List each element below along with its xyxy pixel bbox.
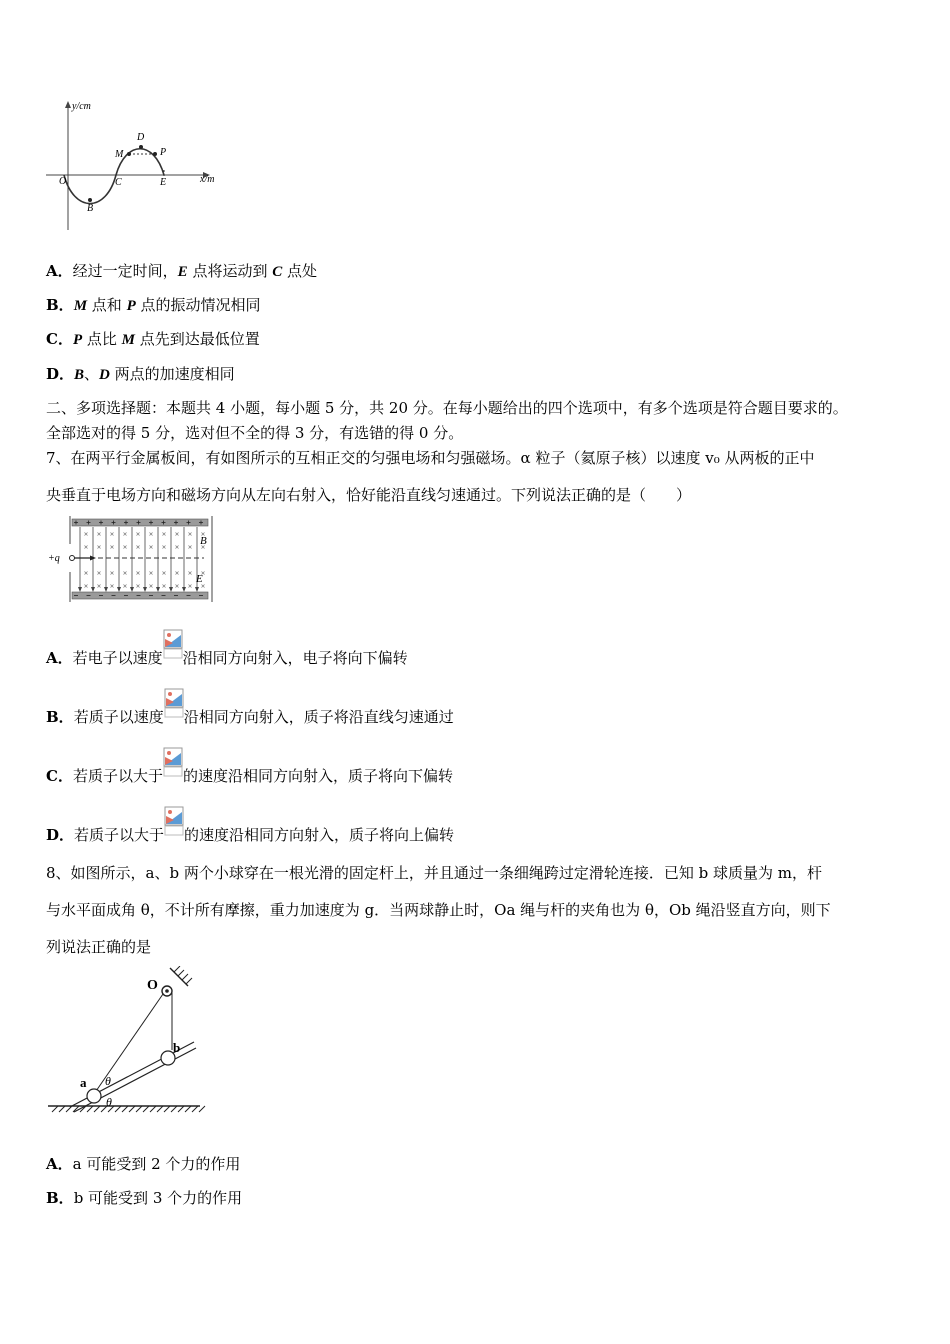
q7-stem-line1: 7、在两平行金属板间，有如图所示的互相正交的匀强电场和匀强磁场。α 粒子（氦原子核）以速度 v₀ 从两板的正中	[46, 449, 815, 467]
label-b: b	[173, 1040, 181, 1055]
wave-figure	[44, 98, 229, 236]
hatch-mark	[157, 1106, 163, 1112]
cross-mark	[98, 585, 101, 588]
y-axis-arrow	[65, 101, 71, 108]
q8-option-a: A．a 可能受到 2 个力的作用	[46, 1155, 241, 1173]
field-arrow	[182, 587, 186, 592]
hatch-mark	[178, 1106, 184, 1112]
section2-line1: 二、多项选择题：本题共 4 小题，每小题 5 分，共 20 分。在每小题给出的四个选项中，有多个选项是符合题目要求的。	[46, 399, 848, 417]
particle	[70, 556, 75, 561]
hatch-mark	[136, 1106, 142, 1112]
hatch-mark	[150, 1106, 156, 1112]
q6-option-c: C．P 点比 M 点先到达最低位置	[46, 330, 260, 348]
section2-line2: 全部选对的得 5 分，选对但不全的得 3 分，有选错的得 0 分。	[46, 424, 464, 442]
hatch-mark	[164, 1106, 170, 1112]
cross-mark	[85, 585, 88, 588]
cross-mark	[124, 533, 127, 536]
cross-mark	[163, 533, 166, 536]
cross-mark	[85, 533, 88, 536]
broken-image-icon	[164, 816, 184, 846]
label-O: O	[147, 978, 158, 993]
broken-image-graphic	[164, 806, 184, 836]
cross-mark	[176, 533, 179, 536]
label-e: E	[160, 177, 167, 188]
label-c: C	[115, 177, 122, 188]
field-arrow	[143, 587, 147, 592]
point-d	[139, 145, 143, 149]
q8-stem-line1: 8、如图所示，a、b 两个小球穿在一根光滑的固定杆上，并且通过一条细绳跨过定滑轮连接．已知 b 球质量为 m，杆	[46, 864, 822, 882]
cross-mark	[98, 546, 101, 549]
cross-mark	[111, 585, 114, 588]
hatch-mark	[87, 1106, 93, 1112]
cross-mark	[189, 533, 192, 536]
label-theta-upper: θ	[105, 1074, 111, 1088]
hatch-mark	[94, 1106, 100, 1112]
field-arrow	[91, 587, 95, 592]
point-b	[88, 198, 92, 202]
cross-mark	[150, 533, 153, 536]
broken-image-graphic	[163, 747, 183, 777]
q8-stem-line2: 与水平面成角 θ，不计所有摩擦，重力加速度为 g．当两球静止时，Oa 绳与杆的夹角也为 θ，Ob 绳沿竖直方向，则下	[46, 901, 831, 919]
broken-image-graphic	[163, 629, 183, 659]
q8-stem-line3: 列说法正确的是	[46, 938, 152, 956]
field-arrow	[104, 587, 108, 592]
cross-mark	[137, 572, 140, 575]
pulley-axle	[165, 989, 169, 993]
field-arrow	[130, 587, 134, 592]
cross-mark	[163, 585, 166, 588]
label-d: D	[137, 132, 145, 143]
cross-mark	[176, 546, 179, 549]
label-m: M	[115, 149, 124, 160]
q8-option-b: B．b 可能受到 3 个力的作用	[46, 1189, 243, 1207]
hatch-mark	[185, 1106, 191, 1112]
electric-field-lines	[78, 527, 199, 592]
field-arrow	[156, 587, 160, 592]
broken-image-icon	[163, 639, 183, 669]
hatch-mark	[143, 1106, 149, 1112]
field-arrow	[117, 587, 121, 592]
label-x: x/m	[200, 174, 215, 185]
q7-option-c: C．若质子以大于 的速度沿相同方向射入，质子将向下偏转	[46, 757, 453, 787]
label-b: B	[87, 203, 94, 214]
cross-mark	[150, 546, 153, 549]
label-B: B	[200, 535, 207, 547]
hatch-mark	[59, 1106, 65, 1112]
hatch-mark	[122, 1106, 128, 1112]
magnetic-field-crosses	[85, 533, 205, 588]
cross-mark	[150, 585, 153, 588]
hatch-mark	[199, 1106, 205, 1112]
hatch-mark	[115, 1106, 121, 1112]
cross-mark	[176, 585, 179, 588]
broken-image-graphic	[164, 688, 184, 718]
ball-a	[87, 1089, 101, 1103]
hatch-mark	[171, 1106, 177, 1112]
cross-mark	[124, 585, 127, 588]
hatch-mark	[129, 1106, 135, 1112]
q6-option-b: B．M 点和 P 点的振动情况相同	[46, 296, 261, 314]
label-theta-lower: θ	[106, 1095, 112, 1109]
label-E: E	[196, 573, 203, 585]
cross-mark	[137, 546, 140, 549]
cross-mark	[111, 533, 114, 536]
cross-mark	[85, 546, 88, 549]
point-p	[153, 152, 157, 156]
field-arrow	[195, 587, 199, 592]
field-arrow	[78, 587, 82, 592]
q7-option-a: A．若电子以速度 沿相同方向射入，电子将向下偏转	[46, 639, 408, 669]
label-p: P	[160, 147, 167, 158]
cross-mark	[124, 546, 127, 549]
field-arrow	[169, 587, 173, 592]
cross-mark	[111, 572, 114, 575]
cross-mark	[85, 572, 88, 575]
point-m	[127, 152, 131, 156]
cross-mark	[137, 533, 140, 536]
q7-option-d: D．若质子以大于 的速度沿相同方向射入，质子将向上偏转	[46, 816, 454, 846]
cross-mark	[189, 546, 192, 549]
pulley-figure	[44, 966, 206, 1116]
cross-mark	[176, 572, 179, 575]
hatch-mark	[52, 1106, 58, 1112]
label-y: y/cm	[72, 101, 91, 112]
q6-option-a: A．经过一定时间，E 点将运动到 C 点处	[46, 262, 318, 280]
cross-mark	[111, 546, 114, 549]
label-q: +q	[48, 553, 60, 564]
cross-mark	[163, 546, 166, 549]
q6-option-d: D．B、D 两点的加速度相同	[46, 365, 235, 383]
cross-mark	[163, 572, 166, 575]
cross-mark	[98, 533, 101, 536]
broken-image-icon	[163, 757, 183, 787]
cross-mark	[189, 585, 192, 588]
cross-mark	[189, 572, 192, 575]
q7-option-b: B．若质子以速度 沿相同方向射入，质子将沿直线匀速通过	[46, 698, 454, 728]
q7-stem-line2: 央垂直于电场方向和磁场方向从左向右射入，恰好能沿直线匀速通过。下列说法正确的是（ ）	[46, 486, 692, 504]
label-a: a	[80, 1075, 87, 1090]
hatch-mark	[192, 1106, 198, 1112]
cross-mark	[150, 572, 153, 575]
broken-image-icon	[164, 698, 184, 728]
cross-mark	[98, 572, 101, 575]
cross-mark	[124, 572, 127, 575]
cross-mark	[137, 585, 140, 588]
field-figure	[44, 514, 224, 604]
wave-curve	[64, 147, 167, 204]
label-o: O	[59, 176, 67, 187]
